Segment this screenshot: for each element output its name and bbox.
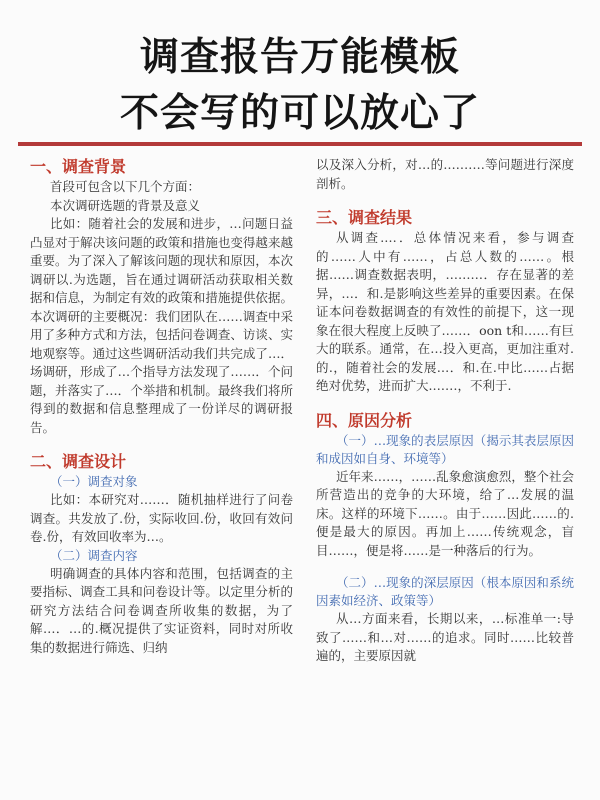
section-heading-results: 三、调查结果 xyxy=(316,208,413,227)
subheading: （一）…现象的表层原因（揭示其表层原因和成因如自身、环境等） xyxy=(316,432,574,466)
section-heading-causes: 四、原因分析 xyxy=(316,410,413,430)
subheading: （二）调查内容 xyxy=(50,547,138,563)
paragraph: 明确调查的具体内容和范围，包括调查的主要指标、调查工具和问卷设计等。以定里分析的研究方法结合问卷调查所收集的数据，为了解…．…的.概况提供了实证资料，同时对所收集的数据进行筛选、归纳 xyxy=(30,565,293,655)
title-line-1: 调查报告万能模板 xyxy=(139,35,460,80)
subheading: （一）调查对象 xyxy=(50,474,138,489)
subheading: （二）…现象的深层原因（根本原因和系统因素如经济、政策等） xyxy=(316,575,574,608)
paragraph: 比如：本研究对……．随机抽样进行了问卷调查。共发放了.份，实际收回.份，收回有效问卷.份，有效回收率为…。 xyxy=(30,492,293,544)
paragraph: 近年来……，……乱象愈演愈烈，整个社会所营造出的竞争的大环境，给了…发展的温床。这样的环境下……。由于……因此……的.便是最大的原因。再加上……传统观念，盲目……，便是将……是一种落后的行为。 xyxy=(316,468,574,558)
paragraph-continued: 以及深入分析，对…的.………等问题进行深度剖析。 xyxy=(316,157,574,191)
right-column xyxy=(316,156,574,666)
section-heading-design: 二、调查设计 xyxy=(30,452,127,471)
title-line-2: 不会写的可以放心了 xyxy=(119,91,480,136)
title-divider xyxy=(18,142,582,146)
section-heading-background: 一、调查背景 xyxy=(30,157,127,176)
paragraph: 首段可包含以下几个方面： xyxy=(50,179,201,194)
paragraph: 从调查.…．总体情况来看，参与调查的……人中有……，占总人数的……。根据……调查数据表明，………．存在显著的差异，…．和.是影响这些差异的重要因素。在保证本问卷数据调查的有效性的前提下，这一现象在很大程度上反映了……．oon t和……有巨大的联系。通常，在…投入更高，更加注重对.的.，随着社会的发展…．和.在.中比……占据绝对优势，进而扩大.……，不利于. xyxy=(316,230,574,393)
left-column xyxy=(30,156,293,657)
paragraph: 本次调研选题的背景及意义 xyxy=(50,197,201,213)
paragraph: 比如：随着社会的发展和进步，…问题日益凸显对于解决该问题的政策和措施也变得越来越重要。为了深入了解该问题的现状和原因，本次调研以.为选题，旨在通过调研活动获取相关数据和信息，为制定有效的政策和措施提供依据。本次调研的主要概况：我们团队在……调查中采用了多种方式和方法，包括问卷调查、访谈、实地观察等。通过这些调研活动我们共完成了…．场调研，形成了…个指导方法发现了……．个问题，并落实了…．个举措和机制。最终我们将所得到的数据和信息整理成了一份详尽的调研报告。 xyxy=(30,216,293,435)
paragraph: 从…方面来看，长期以来，…标准单一:导致了……和…对……的追求。同时……比较普遍的，主要原因就 xyxy=(316,611,574,663)
